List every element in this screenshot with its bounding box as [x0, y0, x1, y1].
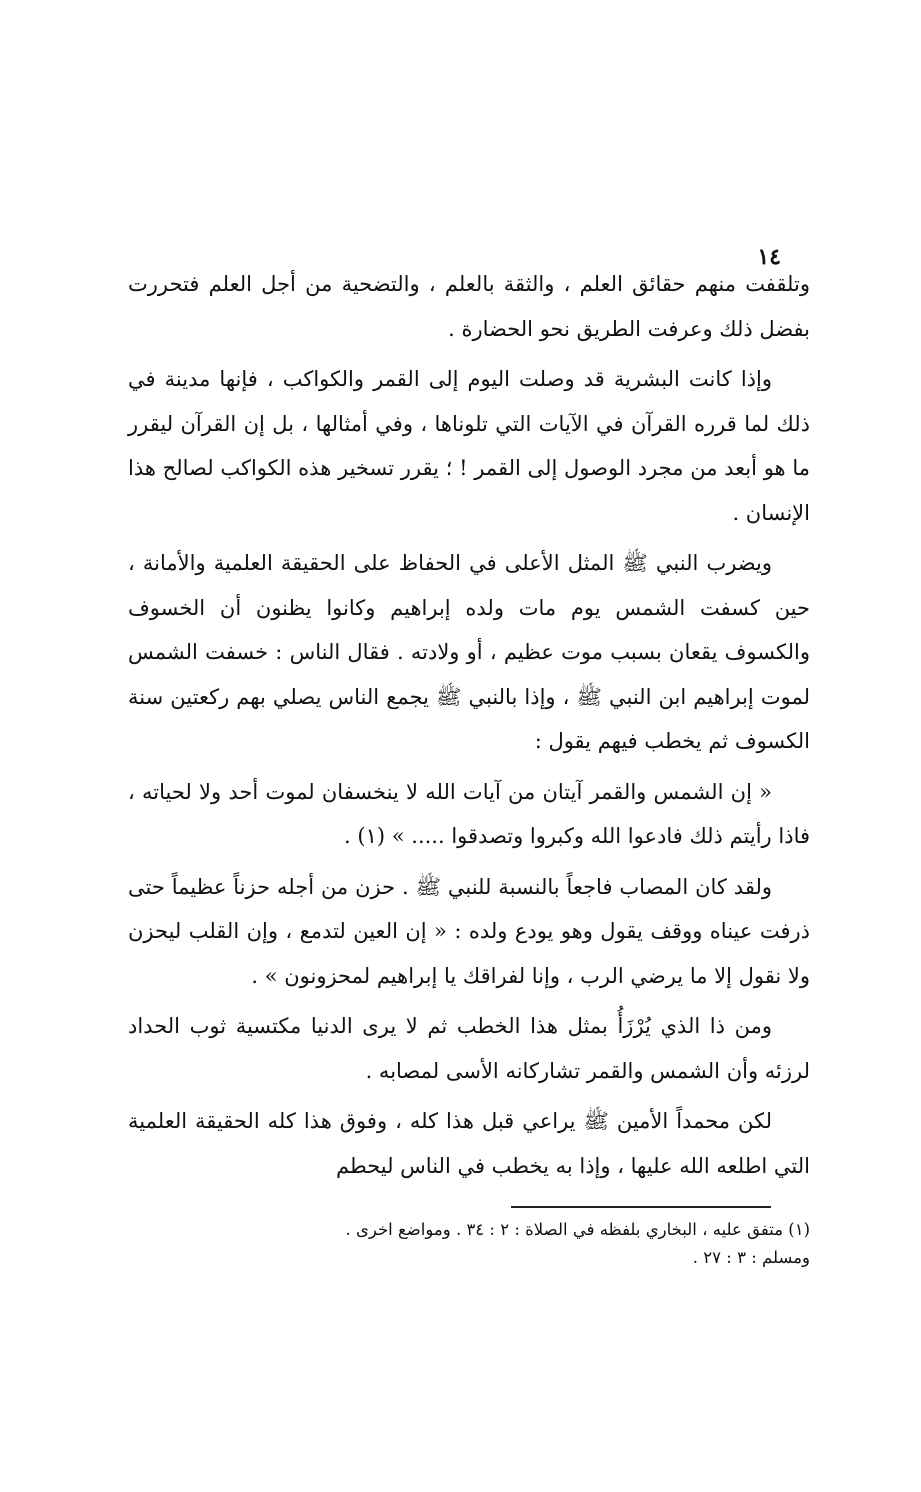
footnotes — [128, 1216, 810, 1272]
paragraph: ولقد كان المصاب فاجعاً بالنسبة للنبي ﷺ . حزن من أجله حزناً عظيماً حتى ذرفت عيناه ووقف يقول وهو يودع ولده : « إن العين لتدمع ، وإن القلب ليحزن ولا نقول إلا ما يرضي الرب ، وإنا لفراقك يا إبراهيم لمحزونون » . — [128, 874, 810, 988]
page-number: ١٤ — [757, 244, 781, 270]
footnote-continuation: ومسلم : ٣ : ٢٧ . — [692, 1248, 810, 1267]
paragraph: لكن محمداً الأمين ﷺ يراعي قبل هذا كله ، وفوق هذا كله الحقيقة العلمية التي اطلعه الله عليها ، وإذا به يخطب في الناس ليحطم — [128, 1109, 810, 1178]
hadith-quote: « إن الشمس والقمر آيتان من آيات الله لا ينخسفان لموت أحد ولا لحياته ، فاذا رأيتم ذلك فادعوا الله وكبروا وتصدقوا ..... » (١) . — [128, 779, 810, 848]
body-text — [128, 262, 810, 1194]
paragraph: ومن ذا الذي يُرْزَأُ بمثل هذا الخطب ثم لا يرى الدنيا مكتسية ثوب الحداد لرزئه وأن الشمس والقمر تشاركانه الأسى لمصابه . — [128, 1014, 810, 1083]
footnote-divider — [511, 1206, 771, 1208]
paragraph: ويضرب النبي ﷺ المثل الأعلى في الحفاظ على الحقيقة العلمية والأمانة ، حين كسفت الشمس يوم مات ولده إبراهيم وكانوا يظنون أن الخسوف والكسوف يقعان بسبب موت عظيم ، أو ولادته . فقال الناس : خسفت الشمس لموت إبراهيم ابن النبي ﷺ ، وإذا بالنبي ﷺ يجمع الناس يصلي بهم ركعتين سنة الكسوف ثم يخطب فيهم يقول : — [128, 551, 810, 753]
paragraph: وإذا كانت البشرية قد وصلت اليوم إلى القمر والكواكب ، فإنها مدينة في ذلك لما قرره القرآن في الآيات التي تلوناها ، وفي أمثالها ، بل إن القرآن ليقرر ما هو أبعد من مجرد الوصول إلى القمر ! ؛ يقرر تسخير هذه الكواكب لصالح هذا الإنسان . — [128, 367, 810, 525]
paragraph: وتلقفت منهم حقائق العلم ، والثقة بالعلم ، والتضحية من أجل العلم فتحررت بفضل ذلك وعرفت الطريق نحو الحضارة . — [128, 272, 810, 341]
footnote: (١) متفق عليه ، البخاري بلفظه في الصلاة : ٢ : ٣٤ . ومواضع اخرى . — [345, 1220, 810, 1239]
